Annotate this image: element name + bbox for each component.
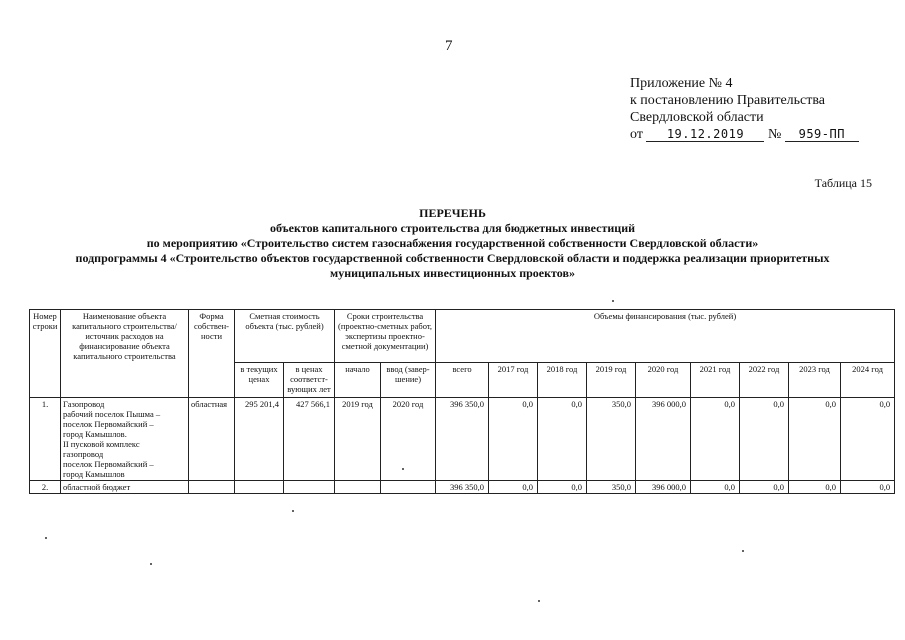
header-ownership: Форма собствен-ности [189, 310, 235, 398]
year-cell: 0,0 [740, 481, 789, 494]
cost-current-cell: 295 201,4 [235, 398, 284, 481]
title-line-2: объектов капитального строительства для бюджетных инвестиций [269, 221, 636, 235]
table-row [30, 398, 895, 481]
year-cell: 0,0 [841, 398, 895, 481]
year-cell: 0,0 [538, 398, 587, 481]
appendix-block [630, 75, 859, 143]
appendix-region: Свердловской области [630, 110, 764, 125]
scan-speck [538, 600, 540, 602]
year-cell: 350,0 [587, 398, 636, 481]
scan-speck [742, 550, 744, 552]
year-cell: 0,0 [691, 481, 740, 494]
object-name-line: рабочий поселок Пышма – [63, 409, 161, 419]
cost-actual-cell: 427 566,1 [284, 398, 335, 481]
page-number: 7 [445, 38, 453, 54]
header-row-number: Номер строки [30, 310, 61, 398]
header-construction-terms: Сроки строительства (проектно-сметных работ, экспертизы проектно-сметной документации) [335, 310, 436, 363]
number-label: № [767, 127, 782, 142]
title-heading: ПЕРЕЧЕНЬ [419, 206, 486, 220]
cost-current-cell [235, 481, 284, 494]
header-year: 2023 год [789, 363, 841, 398]
scan-speck [612, 300, 614, 302]
ownership-cell [189, 481, 235, 494]
header-year: 2020 год [636, 363, 691, 398]
year-cell: 350,0 [587, 481, 636, 494]
year-cell: 0,0 [489, 398, 538, 481]
year-cell: 0,0 [841, 481, 895, 494]
object-name-line: Газопровод [63, 399, 105, 409]
from-label: от [630, 127, 643, 142]
year-cell: 396 000,0 [636, 398, 691, 481]
start-cell [335, 481, 381, 494]
object-name-line: город Камышлов. [63, 429, 127, 439]
finish-cell: 2020 год [381, 398, 436, 481]
object-name-line: поселок Первомайский – [63, 419, 154, 429]
object-name: областной бюджет [61, 481, 189, 494]
header-finish: ввод (завер-шение) [381, 363, 436, 398]
finish-cell [381, 481, 436, 494]
object-name-line: II пусковой комплекс [63, 439, 140, 449]
year-cell: 0,0 [789, 481, 841, 494]
header-row-1 [30, 310, 895, 363]
table-row [30, 481, 895, 494]
header-year: 2019 год [587, 363, 636, 398]
header-year: 2024 год [841, 363, 895, 398]
title-line-4: подпрограммы 4 «Строительство объектов государственной собственности Свердловской области и поддержка реализации приоритетных [75, 251, 830, 265]
year-cell: 0,0 [489, 481, 538, 494]
appendix-title: Приложение № 4 [630, 76, 733, 91]
header-cost-current: в текущих ценах [235, 363, 284, 398]
header-cost-actual: в ценах соответст-вующих лет [284, 363, 335, 398]
start-cell: 2019 год [335, 398, 381, 481]
header-year: 2018 год [538, 363, 587, 398]
header-year: 2022 год [740, 363, 789, 398]
year-cell: 396 000,0 [636, 481, 691, 494]
appendix-resolution: к постановлению Правительства [630, 93, 826, 108]
appendix-date-line [630, 126, 859, 143]
title-line-3: по мероприятию «Строительство систем газоснабжения государственной собственности Свердловской области» [146, 236, 759, 250]
scan-speck [150, 563, 152, 565]
scan-speck [292, 510, 294, 512]
header-financing-volume: Объемы финансирования (тыс. рублей) [436, 310, 895, 363]
object-name-line: поселок Первомайский – [63, 459, 154, 469]
total-cell: 396 350,0 [436, 481, 489, 494]
scan-speck [402, 468, 404, 470]
header-estimated-cost: Сметная стоимость объекта (тыс. рублей) [235, 310, 335, 363]
capital-construction-table [29, 309, 895, 494]
year-cell: 0,0 [691, 398, 740, 481]
cost-actual-cell [284, 481, 335, 494]
object-name-line: город Камышлов [63, 469, 125, 479]
ownership-cell: областная [189, 398, 235, 481]
year-cell: 0,0 [789, 398, 841, 481]
row-number: 1. [30, 398, 61, 481]
resolution-number: 959-ПП [785, 128, 859, 142]
header-object-name: Наименование объекта капитального строительства/ источник расходов на финансирование объекта капитального строительства [61, 310, 189, 398]
row-number: 2. [30, 481, 61, 494]
object-name [61, 398, 189, 481]
header-year: 2021 год [691, 363, 740, 398]
scan-speck [45, 537, 47, 539]
title-line-5: муниципальных инвестиционных проектов» [330, 266, 575, 280]
total-cell: 396 350,0 [436, 398, 489, 481]
object-name-line: газопровод [63, 449, 104, 459]
table-label: Таблица 15 [814, 176, 872, 190]
header-total: всего [436, 363, 489, 398]
resolution-date: 19.12.2019 [646, 128, 764, 142]
document-title [0, 206, 905, 281]
header-start: начало [335, 363, 381, 398]
year-cell: 0,0 [740, 398, 789, 481]
header-year: 2017 год [489, 363, 538, 398]
year-cell: 0,0 [538, 481, 587, 494]
